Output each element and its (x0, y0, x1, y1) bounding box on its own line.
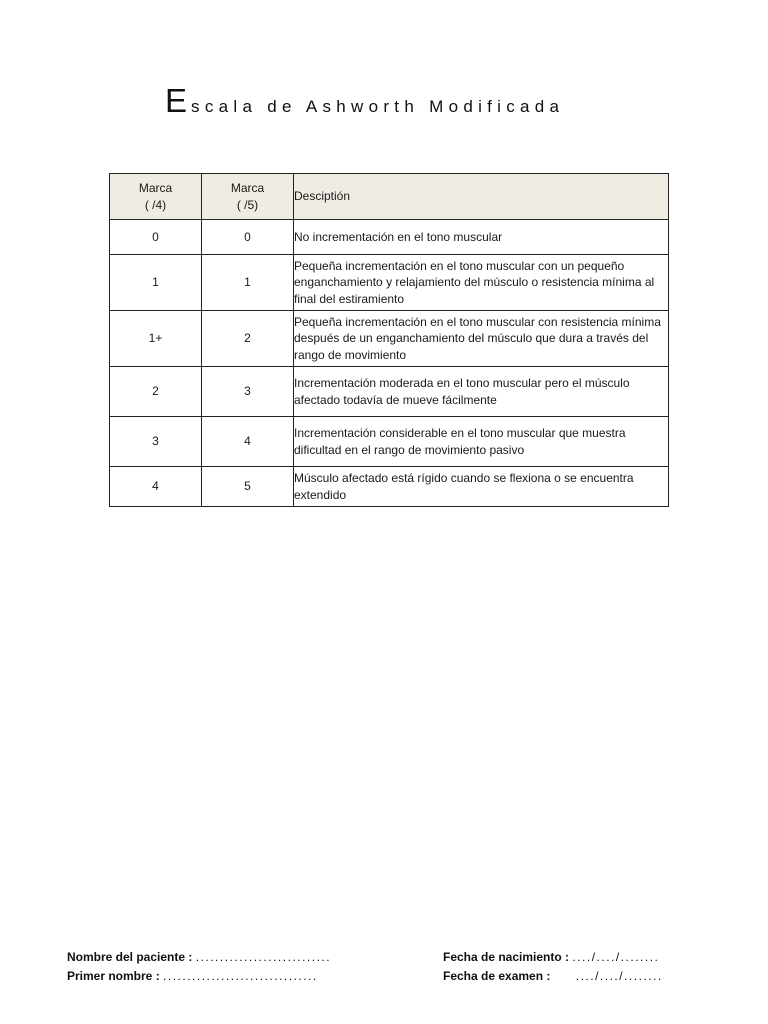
header-description (294, 174, 669, 220)
patient-name-field (67, 950, 331, 964)
cell-description: No incrementación en el tono muscular (294, 220, 669, 255)
cell-marca-5: 4 (202, 417, 294, 467)
header-marca-5-label: Marca ( /5) (230, 181, 265, 212)
first-name-field (67, 969, 318, 983)
cell-description: Músculo afectado está rígido cuando se flexiona o se encuentra extendido (294, 467, 669, 507)
patient-name-label: Nombre del paciente : (67, 950, 193, 964)
document-title (165, 82, 564, 120)
cell-marca-5: 1 (202, 255, 294, 311)
cell-marca-4: 1 (110, 255, 202, 311)
patient-name-blank[interactable]: ............................ (195, 950, 332, 964)
table-row (110, 255, 669, 311)
first-name-label: Primer nombre : (67, 969, 160, 983)
birth-date-label: Fecha de nacimiento : (443, 950, 570, 964)
title-initial: E (165, 82, 188, 119)
birth-date-field (443, 950, 659, 964)
cell-marca-5: 2 (202, 311, 294, 367)
title-rest: scala de Ashworth Modificada (191, 97, 565, 116)
cell-marca-5: 3 (202, 367, 294, 417)
cell-marca-5: 5 (202, 467, 294, 507)
exam-date-label: Fecha de examen : (443, 969, 551, 983)
cell-marca-4: 0 (110, 220, 202, 255)
exam-date-field (443, 969, 663, 983)
cell-description: Incrementación considerable en el tono muscular que muestra dificultad en el rango de movimiento pasivo (294, 417, 669, 467)
table-row (110, 367, 669, 417)
cell-marca-5: 0 (202, 220, 294, 255)
table-header-row (110, 174, 669, 220)
header-marca-5 (202, 174, 294, 220)
table-row (110, 311, 669, 367)
header-description-label: Desciptión (294, 189, 351, 204)
cell-description: Pequeña incrementación en el tono muscular con un pequeño enganchamiento y relajamiento del músculo o resistencia mínima al final del estiramiento (294, 255, 669, 311)
cell-marca-4: 2 (110, 367, 202, 417)
table-row (110, 220, 669, 255)
header-marca-4 (110, 174, 202, 220)
cell-marca-4: 3 (110, 417, 202, 467)
cell-description: Pequeña incrementación en el tono muscular con resistencia mínima después de un enganchamiento del músculo que dura a través del rango de movimiento (294, 311, 669, 367)
ashworth-scale-table (109, 173, 669, 507)
first-name-blank[interactable]: ................................ (163, 969, 318, 983)
exam-date-blank[interactable]: ..../..../........ (575, 969, 663, 983)
table-row (110, 417, 669, 467)
cell-marca-4: 4 (110, 467, 202, 507)
cell-marca-4: 1+ (110, 311, 202, 367)
header-marca-4-label: Marca ( /4) (138, 181, 173, 212)
table-row (110, 467, 669, 507)
cell-description: Incrementación moderada en el tono muscular pero el músculo afectado todavía de mueve fácilmente (294, 367, 669, 417)
birth-date-blank[interactable]: ..../..../........ (572, 950, 660, 964)
